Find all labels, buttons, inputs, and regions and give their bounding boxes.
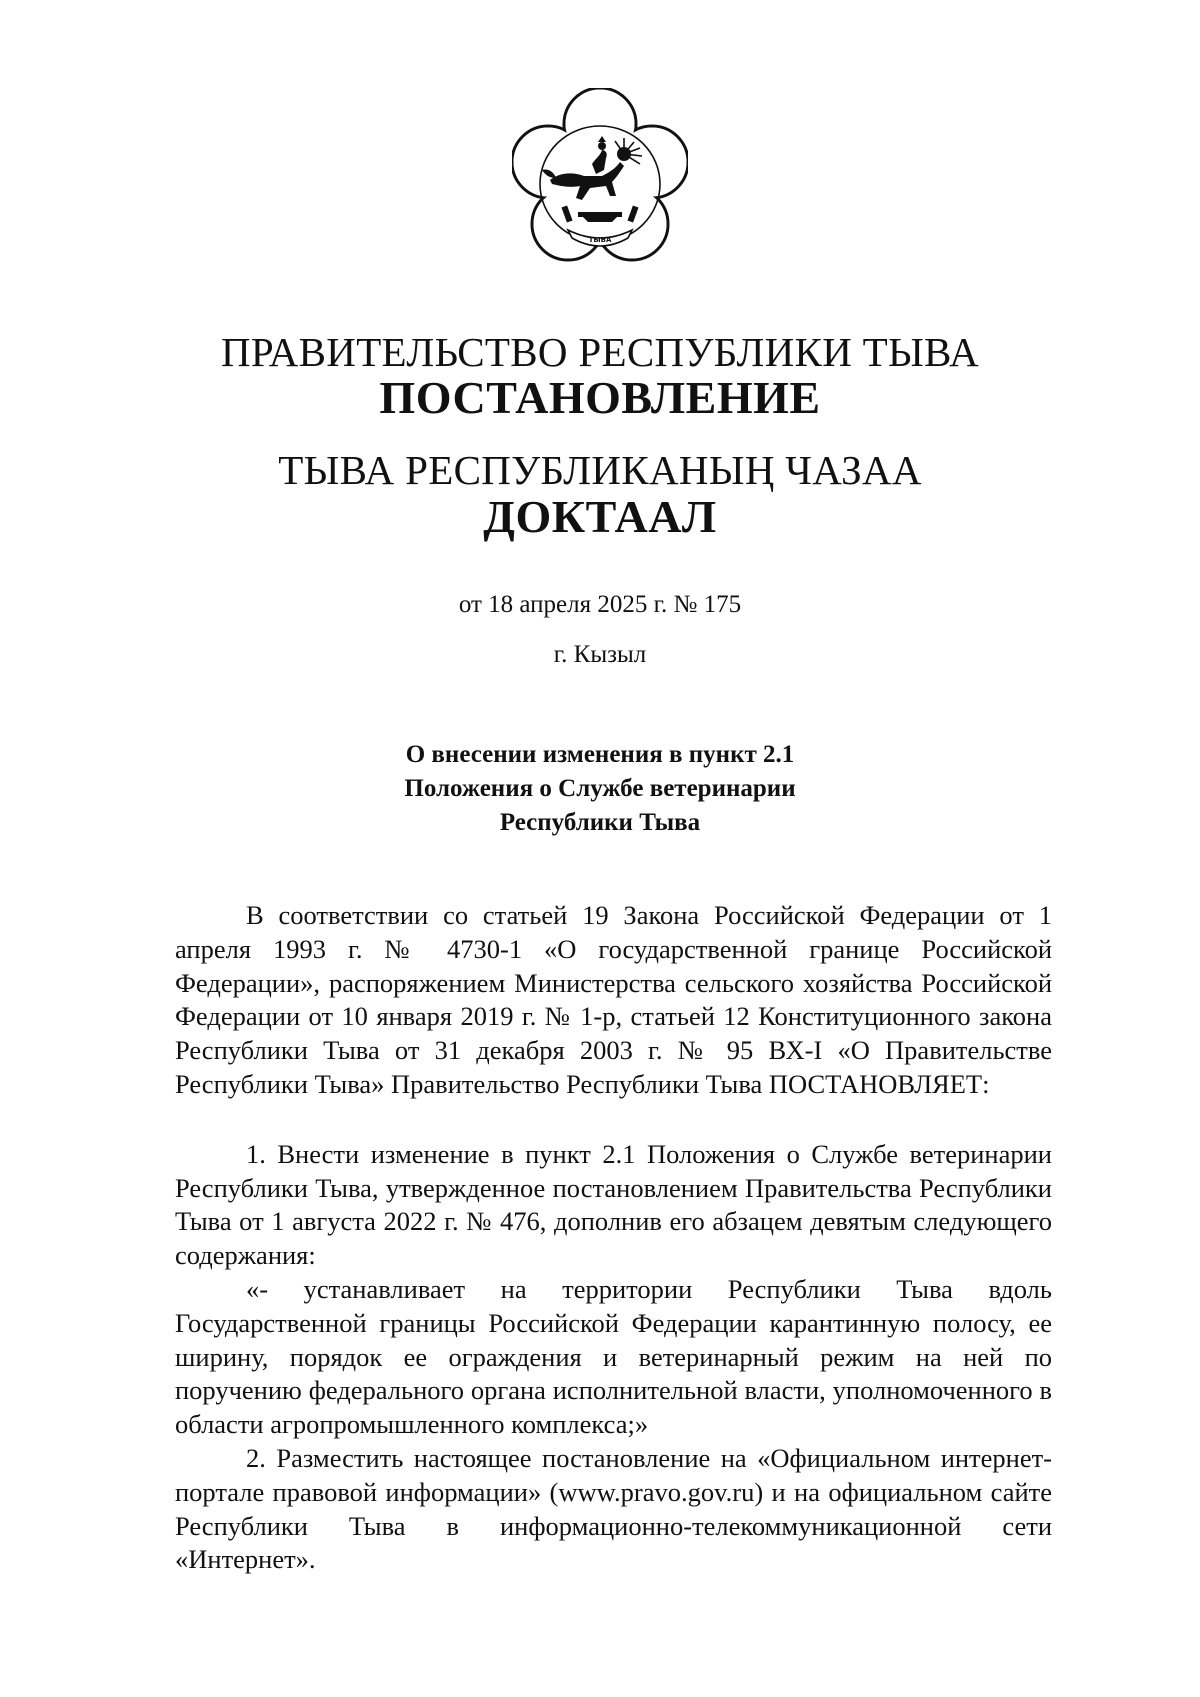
- item-1-paragraph: 1. Внести изменение в пункт 2.1 Положения о Службе ветеринарии Республики Тыва, утвержденное постановлением Правительства Республики Тыва от 1 августа 2022 г. № 476, дополнив его абзацем девятым следующего содержания:: [175, 1138, 1052, 1271]
- coat-of-arms-of-tyva-icon: [512, 88, 688, 264]
- preamble-paragraph: В соответствии со статьей 19 Закона Российской Федерации от 1 апреля 1993 г. № 4730-1 «О государственной границе Российской Федерации», распоряжением Министерства сельского хозяйства Российской Федерации от 10 января 2019 г. № 1-р, статьей 12 Конституционного закона Республики Тыва от 31 декабря 2003 г. № 95 ВХ-I «О Правительстве Республики Тыва» Правительство Республики Тыва ПОСТАНОВЛЯЕТ:: [175, 900, 1052, 1099]
- item-2-paragraph: 2. Разместить настоящее постановление на «Официальном интернет-портале правовой информации» (www.pravo.gov.ru) и на официальном сайте Республики Тыва в информационно-телекоммуникационной сети «Интернет».: [175, 1442, 1052, 1575]
- decree-date-number: от 18 апреля 2025 г. № 175: [458, 591, 742, 618]
- emblem-ribbon-text: ТЫВА: [588, 236, 612, 244]
- subject-line: Положения о Службе ветеринарии: [404, 775, 796, 802]
- decree-body: [175, 899, 1052, 1577]
- government-title-tv: ТЫВА РЕСПУБЛИКАНЫҢ ЧАЗАА: [278, 447, 922, 493]
- subject-line: О внесении изменения в пункт 2.1: [405, 741, 795, 768]
- subject-line: Республики Тыва: [499, 809, 701, 836]
- government-title-ru: ПРАВИТЕЛЬСТВО РЕСПУБЛИКИ ТЫВА: [220, 329, 980, 375]
- decree-subject: [0, 738, 1200, 840]
- decree-title-ru: ПОСТАНОВЛЕНИЕ: [379, 372, 821, 423]
- decree-title-tv: ДОКТААЛ: [483, 491, 717, 542]
- decree-city: г. Кызыл: [553, 641, 647, 668]
- item-1-quote-paragraph: «- устанавливает на территории Республики Тыва вдоль Государственной границы Российской Федерации карантинную полосу, ее ширину, порядок ее ограждения и ветеринарный режим на ней по поручению федерального органа исполнительной власти, уполномоченного в области агропромышленного комплекса;»: [175, 1273, 1052, 1440]
